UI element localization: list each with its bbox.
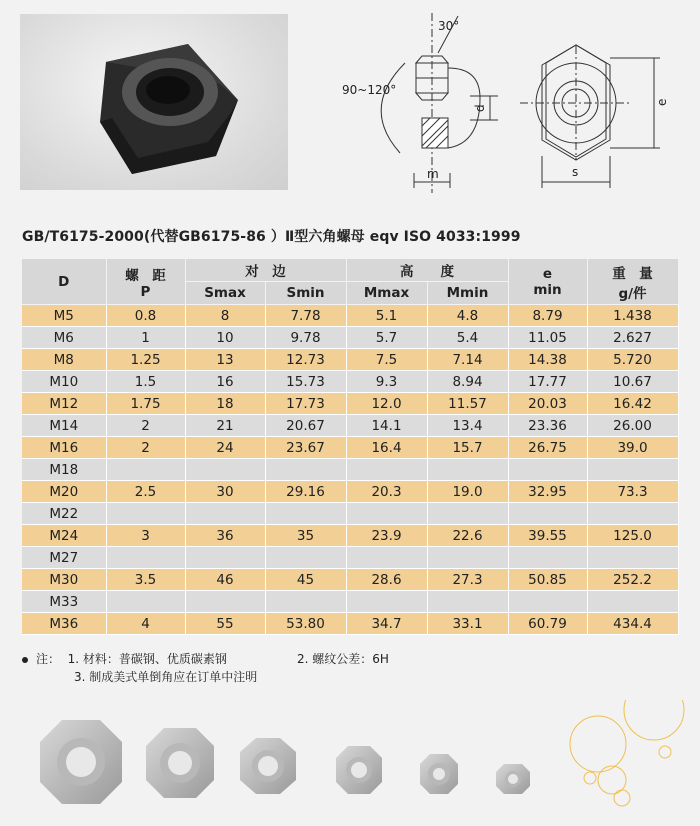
header-height: 高 度 [346,259,508,282]
cell-pitch: 3 [106,525,185,547]
cell-mmax: 23.9 [346,525,427,547]
cell-emin: 8.79 [508,305,587,327]
hex-nut-icon [496,764,530,794]
cell-mmax: 5.7 [346,327,427,349]
cell-mmin [427,591,508,613]
cell-smin: 15.73 [265,371,346,393]
cell-mmin: 27.3 [427,569,508,591]
cell-weight: 73.3 [587,481,678,503]
product-photo [20,14,288,190]
cell-size: M12 [22,393,106,415]
cell-weight: 434.4 [587,613,678,635]
cell-emin [508,503,587,525]
cell-weight [587,503,678,525]
cell-emin: 50.85 [508,569,587,591]
page-title: GB/T6175-2000(代替GB6175-86 ）Ⅱ型六角螺母 eqv ISO 4033:1999 [22,229,521,245]
cell-size: M5 [22,305,106,327]
cell-pitch [106,503,185,525]
dim-m-label: m [427,167,439,181]
hex-nut-icon [336,746,382,794]
table-row [22,569,678,591]
header-mmin: Mmin [427,282,508,305]
cell-mmin: 22.6 [427,525,508,547]
header-e: e min [508,259,587,305]
cell-pitch: 1.75 [106,393,185,415]
cell-mmin: 19.0 [427,481,508,503]
cell-pitch: 1.5 [106,371,185,393]
cell-size: M8 [22,349,106,371]
cell-weight [587,591,678,613]
hex-nut-icon [40,720,122,804]
cell-smin: 9.78 [265,327,346,349]
cell-smax [185,459,265,481]
dim-s-label: s [572,165,579,179]
cell-mmax: 5.1 [346,305,427,327]
header-smax: Smax [185,282,265,305]
cell-size: M14 [22,415,106,437]
cell-pitch [106,459,185,481]
cell-mmin [427,547,508,569]
table-row [22,591,678,613]
header-weight: 重 量 g/件 [587,259,678,305]
table-row [22,547,678,569]
table-row [22,393,678,415]
cell-emin: 23.36 [508,415,587,437]
header-across-flats: 对 边 [185,259,346,282]
cell-weight [587,547,678,569]
cell-weight [587,459,678,481]
table-row [22,371,678,393]
cell-mmax [346,591,427,613]
cell-weight: 16.42 [587,393,678,415]
cell-weight: 39.0 [587,437,678,459]
cell-mmin [427,503,508,525]
hex-nut-photo-icon [20,14,288,190]
cell-pitch: 2 [106,415,185,437]
cell-emin: 11.05 [508,327,587,349]
cell-pitch: 1 [106,327,185,349]
cell-mmax: 7.5 [346,349,427,371]
cell-smin: 29.16 [265,481,346,503]
cell-mmin: 4.8 [427,305,508,327]
hex-nut-icon [420,754,458,794]
table-row [22,327,678,349]
cell-weight: 125.0 [587,525,678,547]
header-smin: Smin [265,282,346,305]
decorative-nuts [0,700,700,826]
table-row [22,503,678,525]
header-pitch: 螺 距 P [106,259,185,305]
table-row [22,525,678,547]
cell-size: M22 [22,503,106,525]
cell-smin: 7.78 [265,305,346,327]
cell-emin: 17.77 [508,371,587,393]
cell-size: M24 [22,525,106,547]
cell-mmax: 20.3 [346,481,427,503]
bullet-icon [22,657,28,663]
note-3: 3. 制成美式单倒角应在订单中注明 [74,670,258,684]
cell-size: M18 [22,459,106,481]
cell-mmin: 15.7 [427,437,508,459]
cell-smax: 21 [185,415,265,437]
cell-smax: 36 [185,525,265,547]
cell-mmin [427,459,508,481]
cell-smax: 24 [185,437,265,459]
cell-mmax: 34.7 [346,613,427,635]
cell-smax: 13 [185,349,265,371]
cell-pitch: 1.25 [106,349,185,371]
cell-smax: 30 [185,481,265,503]
cell-pitch: 3.5 [106,569,185,591]
dim-e-label: e [655,98,669,106]
cell-mmax [346,547,427,569]
cell-emin: 39.55 [508,525,587,547]
table-row [22,349,678,371]
cell-pitch: 2.5 [106,481,185,503]
cell-smax [185,547,265,569]
cell-smax: 16 [185,371,265,393]
nut-side-view [381,13,498,193]
cell-smin [265,547,346,569]
cell-weight: 2.627 [587,327,678,349]
cell-mmax: 28.6 [346,569,427,591]
cell-size: M10 [22,371,106,393]
cell-pitch [106,591,185,613]
cell-smin: 12.73 [265,349,346,371]
cell-smax: 55 [185,613,265,635]
cell-smin [265,459,346,481]
table-row [22,459,678,481]
header-d: D [22,259,106,305]
dim-d-label: d [473,104,487,112]
cell-pitch: 0.8 [106,305,185,327]
angle-30-label: 30° [438,19,460,33]
cell-mmin: 33.1 [427,613,508,635]
nut-front-view [520,45,660,188]
cell-mmax [346,459,427,481]
decorative-circles-icon [570,700,684,806]
table-row [22,415,678,437]
cell-smin: 35 [265,525,346,547]
cell-smax: 46 [185,569,265,591]
cell-size: M30 [22,569,106,591]
cell-mmax: 9.3 [346,371,427,393]
cell-pitch [106,547,185,569]
technical-drawing [330,8,690,198]
notes-prefix: 注： [36,652,61,666]
cell-smin [265,591,346,613]
note-2: 2. 螺纹公差：6H [297,652,389,666]
cell-mmax [346,503,427,525]
cell-size: M27 [22,547,106,569]
spec-table-body [22,305,678,635]
table-row [22,613,678,635]
cell-pitch: 2 [106,437,185,459]
cell-size: M20 [22,481,106,503]
cell-emin: 20.03 [508,393,587,415]
table-row [22,437,678,459]
cell-smin: 23.67 [265,437,346,459]
cell-mmin: 11.57 [427,393,508,415]
cell-mmin: 5.4 [427,327,508,349]
cell-emin: 32.95 [508,481,587,503]
table-row [22,481,678,503]
note-1: 1. 材料：普碳钢、优质碳素钢 [67,652,227,666]
cell-weight: 5.720 [587,349,678,371]
cell-mmax: 14.1 [346,415,427,437]
cell-mmax: 12.0 [346,393,427,415]
cell-smax: 10 [185,327,265,349]
cell-smax: 8 [185,305,265,327]
angle-90-120-label: 90~120° [342,83,397,97]
cell-smin: 53.80 [265,613,346,635]
hex-nut-icon [146,728,214,798]
cell-emin [508,459,587,481]
cell-emin: 60.79 [508,613,587,635]
cell-smin [265,503,346,525]
cell-smax [185,591,265,613]
cell-emin [508,591,587,613]
cell-smax: 18 [185,393,265,415]
cell-weight: 26.00 [587,415,678,437]
table-row [22,305,678,327]
cell-emin [508,547,587,569]
cell-smax [185,503,265,525]
hex-nut-icon [240,738,296,794]
cell-emin: 26.75 [508,437,587,459]
cell-mmin: 13.4 [427,415,508,437]
cell-weight: 252.2 [587,569,678,591]
cell-size: M6 [22,327,106,349]
cell-smin: 45 [265,569,346,591]
spec-table [22,259,679,635]
cell-smin: 20.67 [265,415,346,437]
cell-weight: 10.67 [587,371,678,393]
cell-size: M36 [22,613,106,635]
cell-size: M33 [22,591,106,613]
cell-mmax: 16.4 [346,437,427,459]
cell-emin: 14.38 [508,349,587,371]
cell-weight: 1.438 [587,305,678,327]
cell-mmin: 7.14 [427,349,508,371]
header-mmax: Mmax [346,282,427,305]
cell-pitch: 4 [106,613,185,635]
cell-smin: 17.73 [265,393,346,415]
cell-size: M16 [22,437,106,459]
cell-mmin: 8.94 [427,371,508,393]
